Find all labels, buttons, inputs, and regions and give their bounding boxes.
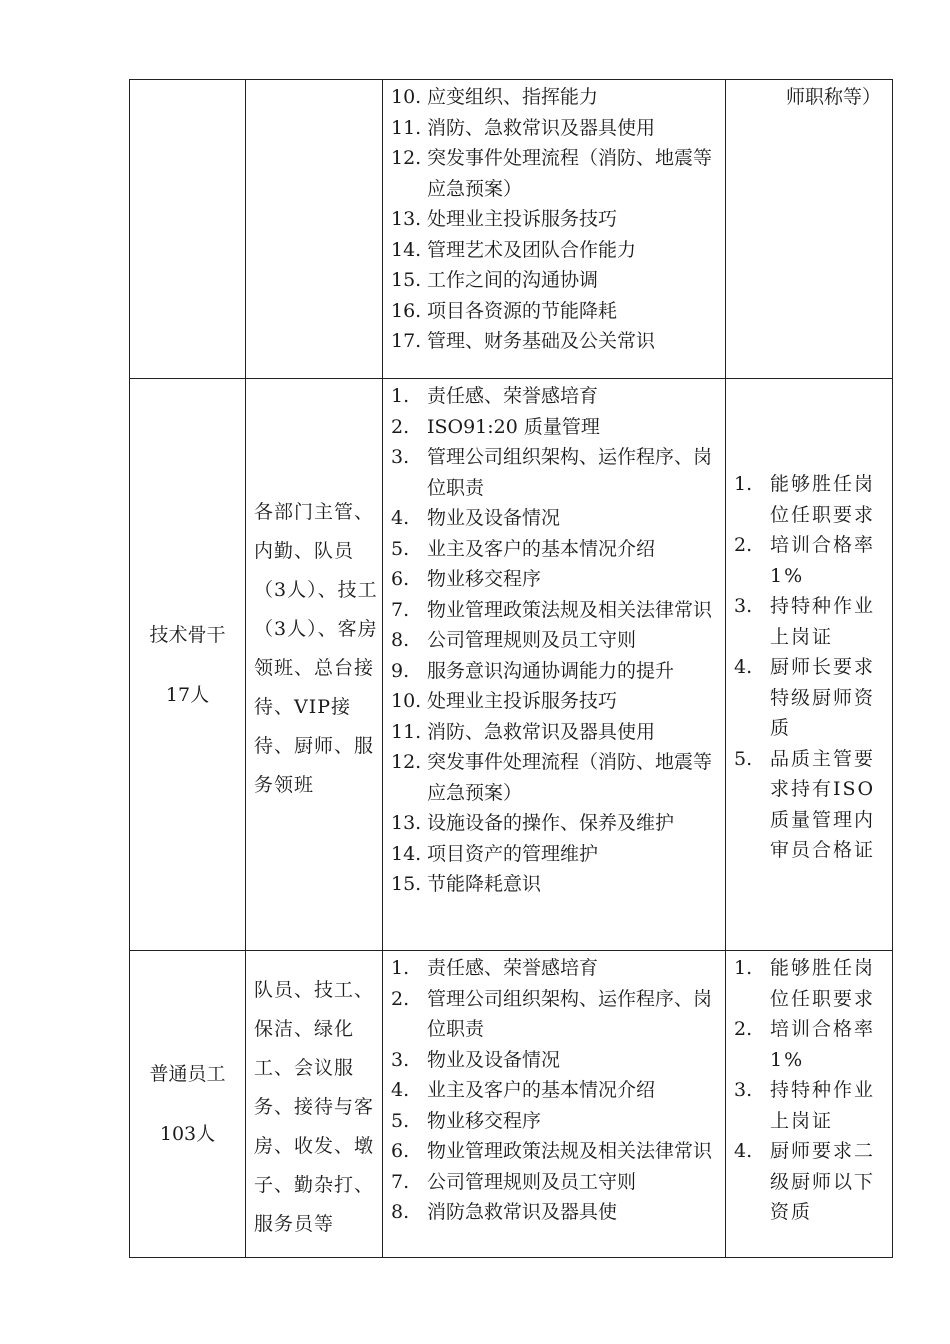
- list-item-number: 10.: [391, 86, 422, 108]
- list-item: [391, 534, 721, 565]
- list-item: [391, 235, 721, 266]
- list-item: [391, 381, 721, 412]
- staff-list: 各部门主管、内勤、队员（3人）、技工（3人）、客房领班、总台接待、VIP接待、厨师、服务领班: [254, 501, 378, 796]
- list-item: [734, 591, 892, 652]
- list-item-text: 培训合格率1%: [770, 1018, 876, 1071]
- table-row: [130, 379, 893, 951]
- list-item-text: 项目资产的管理维护: [427, 842, 599, 865]
- list-item-number: 1.: [734, 957, 753, 979]
- role-count: 103人: [159, 1123, 216, 1145]
- list-item: [391, 564, 721, 595]
- list-item: [391, 1197, 721, 1228]
- list-item-text: 物业移交程序: [427, 1109, 542, 1132]
- list-item-text: 应变组织、指挥能力: [427, 86, 599, 108]
- list-item: [391, 296, 721, 327]
- list-item-number: 7.: [391, 598, 410, 621]
- list-item-number: 3.: [391, 446, 410, 468]
- list-item-text: 突发事件处理流程（消防、地震等应急预案）: [427, 751, 713, 804]
- list-item-text: 物业管理政策法规及相关法律常识: [427, 1140, 713, 1162]
- role-name: 普通员工: [149, 1063, 226, 1085]
- list-item-number: 3.: [391, 1048, 410, 1071]
- list-item-number: 5.: [734, 747, 753, 770]
- list-item: [391, 595, 721, 626]
- list-item-text: 消防、急救常识及器具使用: [427, 116, 656, 139]
- list-item-text: 管理公司组织架构、运作程序、岗位职责: [427, 987, 713, 1040]
- table-row: [130, 951, 893, 1258]
- list-item-text: 设施设备的操作、保养及维护: [427, 812, 675, 834]
- list-item: [391, 656, 721, 687]
- list-item-text: 厨师要求二级厨师以下资质: [770, 1140, 876, 1223]
- list-item: [391, 1136, 721, 1167]
- list-item-number: 4.: [391, 1079, 410, 1101]
- list-item-number: 8.: [391, 629, 410, 651]
- staff-cell: [246, 80, 383, 379]
- list-item-text: 厨师长要求特级厨师资质: [770, 656, 876, 739]
- list-item: [734, 953, 892, 1014]
- list-item-text: 业主及客户的基本情况介绍: [427, 1079, 656, 1101]
- list-item: [734, 1136, 892, 1228]
- list-item-text: 物业及设备情况: [427, 1048, 561, 1071]
- list-item-number: 8.: [391, 1201, 410, 1223]
- list-item-number: 2.: [391, 987, 410, 1010]
- list-item: [734, 652, 892, 744]
- list-item-number: 2.: [391, 415, 410, 438]
- requirement-cell: [726, 80, 893, 379]
- role-count: 17人: [165, 683, 210, 706]
- requirement-cell: [726, 379, 893, 951]
- list-item-number: 2.: [734, 1018, 753, 1040]
- list-item-number: 1.: [391, 957, 410, 979]
- staff-list: 队员、技工、保洁、绿化工、会议服务、接待与客房、收发、墩子、勤杂打、服务员等: [254, 979, 375, 1235]
- list-item-number: 1.: [391, 385, 410, 407]
- list-item-text: 管理艺术及团队合作能力: [427, 238, 637, 261]
- list-item-text: 突发事件处理流程（消防、地震等应急预案）: [427, 147, 713, 200]
- list-item-number: 4.: [734, 1140, 753, 1162]
- list-item-number: 13.: [391, 812, 422, 834]
- list-item: [734, 1014, 892, 1075]
- list-item-text: 持特种作业上岗证: [770, 595, 876, 648]
- list-item-text: 责任感、荣誉感培育: [427, 957, 599, 979]
- list-item-number: 12.: [391, 751, 422, 773]
- list-item-text: ISO91:20 质量管理: [427, 415, 600, 438]
- list-item-text: 持特种作业上岗证: [770, 1079, 876, 1132]
- list-item-text: 能够胜任岗位任职要求: [770, 957, 876, 1010]
- list-item: [391, 686, 721, 717]
- role-cell: [130, 80, 246, 379]
- list-item-number: 17.: [391, 330, 422, 352]
- list-item-text: 消防急救常识及器具使: [427, 1201, 618, 1223]
- list-item: [391, 82, 721, 113]
- list-item: [391, 984, 721, 1045]
- list-item-text: 培训合格率1%: [770, 534, 876, 587]
- list-item-number: 14.: [391, 238, 422, 261]
- training-table: [129, 79, 893, 1258]
- list-item: [391, 747, 721, 808]
- requirement-cell: [726, 951, 893, 1258]
- list-item-text: 消防、急救常识及器具使用: [427, 720, 656, 743]
- list-item-text: 处理业主投诉服务技巧: [427, 690, 618, 712]
- list-item: [391, 503, 721, 534]
- list-item: [734, 744, 892, 866]
- list-item: [734, 469, 892, 530]
- training-cell: [383, 951, 726, 1258]
- list-item-number: 5.: [391, 537, 410, 560]
- list-item: [391, 113, 721, 144]
- list-item-number: 3.: [734, 595, 753, 617]
- list-item-number: 6.: [391, 1140, 410, 1162]
- list-item-text: 公司管理规则及员工守则: [427, 1170, 637, 1193]
- list-item-text: 管理公司组织架构、运作程序、岗位职责: [427, 446, 713, 499]
- list-item: [391, 265, 721, 296]
- list-item: [734, 1075, 892, 1136]
- list-item-text: 业主及客户的基本情况介绍: [427, 537, 656, 560]
- list-item: [391, 717, 721, 748]
- list-item: [391, 1167, 721, 1198]
- list-item-text: 物业移交程序: [427, 568, 542, 590]
- list-item-number: 16.: [391, 299, 422, 322]
- list-item-number: 12.: [391, 147, 422, 169]
- list-item: [391, 869, 721, 900]
- staff-cell: [246, 379, 383, 951]
- list-item: [734, 530, 892, 591]
- list-item-text: 节能降耗意识: [427, 873, 542, 895]
- list-item-number: 5.: [391, 1109, 410, 1132]
- list-item-number: 4.: [734, 656, 753, 678]
- list-item: [391, 808, 721, 839]
- training-cell: [383, 80, 726, 379]
- list-item-text: 项目各资源的节能降耗: [427, 299, 618, 322]
- list-item-text: 责任感、荣誉感培育: [427, 385, 599, 407]
- list-item: [391, 953, 721, 984]
- role-name: 技术骨干: [149, 623, 226, 646]
- list-item-text: 服务意识沟通协调能力的提升: [427, 659, 675, 682]
- list-item: [391, 1045, 721, 1076]
- list-item: [391, 839, 721, 870]
- requirement-continuation: 师职称等）: [786, 86, 882, 108]
- list-item-number: 3.: [734, 1079, 753, 1101]
- list-item-text: 工作之间的沟通协调: [427, 269, 599, 291]
- list-item: [391, 412, 721, 443]
- list-item-number: 15.: [391, 269, 422, 291]
- list-item: [391, 442, 721, 503]
- list-item-text: 品质主管要求持有ISO质量管理内审员合格证: [770, 747, 876, 861]
- list-item: [391, 1075, 721, 1106]
- list-item-number: 9.: [391, 659, 410, 682]
- list-item-number: 14.: [391, 842, 422, 865]
- table-row: [130, 80, 893, 379]
- list-item-number: 10.: [391, 690, 422, 712]
- list-item-text: 物业及设备情况: [427, 507, 561, 529]
- list-item-number: 13.: [391, 208, 422, 230]
- list-item-text: 物业管理政策法规及相关法律常识: [427, 598, 713, 621]
- training-cell: [383, 379, 726, 951]
- list-item-text: 能够胜任岗位任职要求: [770, 473, 876, 526]
- list-item-number: 4.: [391, 507, 410, 529]
- list-item-text: 公司管理规则及员工守则: [427, 629, 637, 651]
- list-item: [391, 204, 721, 235]
- role-cell: [130, 379, 246, 951]
- list-item-number: 6.: [391, 568, 410, 590]
- list-item-number: 11.: [391, 720, 422, 743]
- list-item-text: 处理业主投诉服务技巧: [427, 208, 618, 230]
- list-item: [391, 143, 721, 204]
- list-item-text: 管理、财务基础及公关常识: [427, 330, 656, 352]
- list-item: [391, 625, 721, 656]
- list-item-number: 2.: [734, 534, 753, 556]
- list-item-number: 1.: [734, 473, 753, 495]
- list-item-number: 11.: [391, 116, 422, 139]
- list-item-number: 7.: [391, 1170, 410, 1193]
- role-cell: [130, 951, 246, 1258]
- list-item: [391, 326, 721, 357]
- staff-cell: [246, 951, 383, 1258]
- list-item: [391, 1106, 721, 1137]
- list-item-number: 15.: [391, 873, 422, 895]
